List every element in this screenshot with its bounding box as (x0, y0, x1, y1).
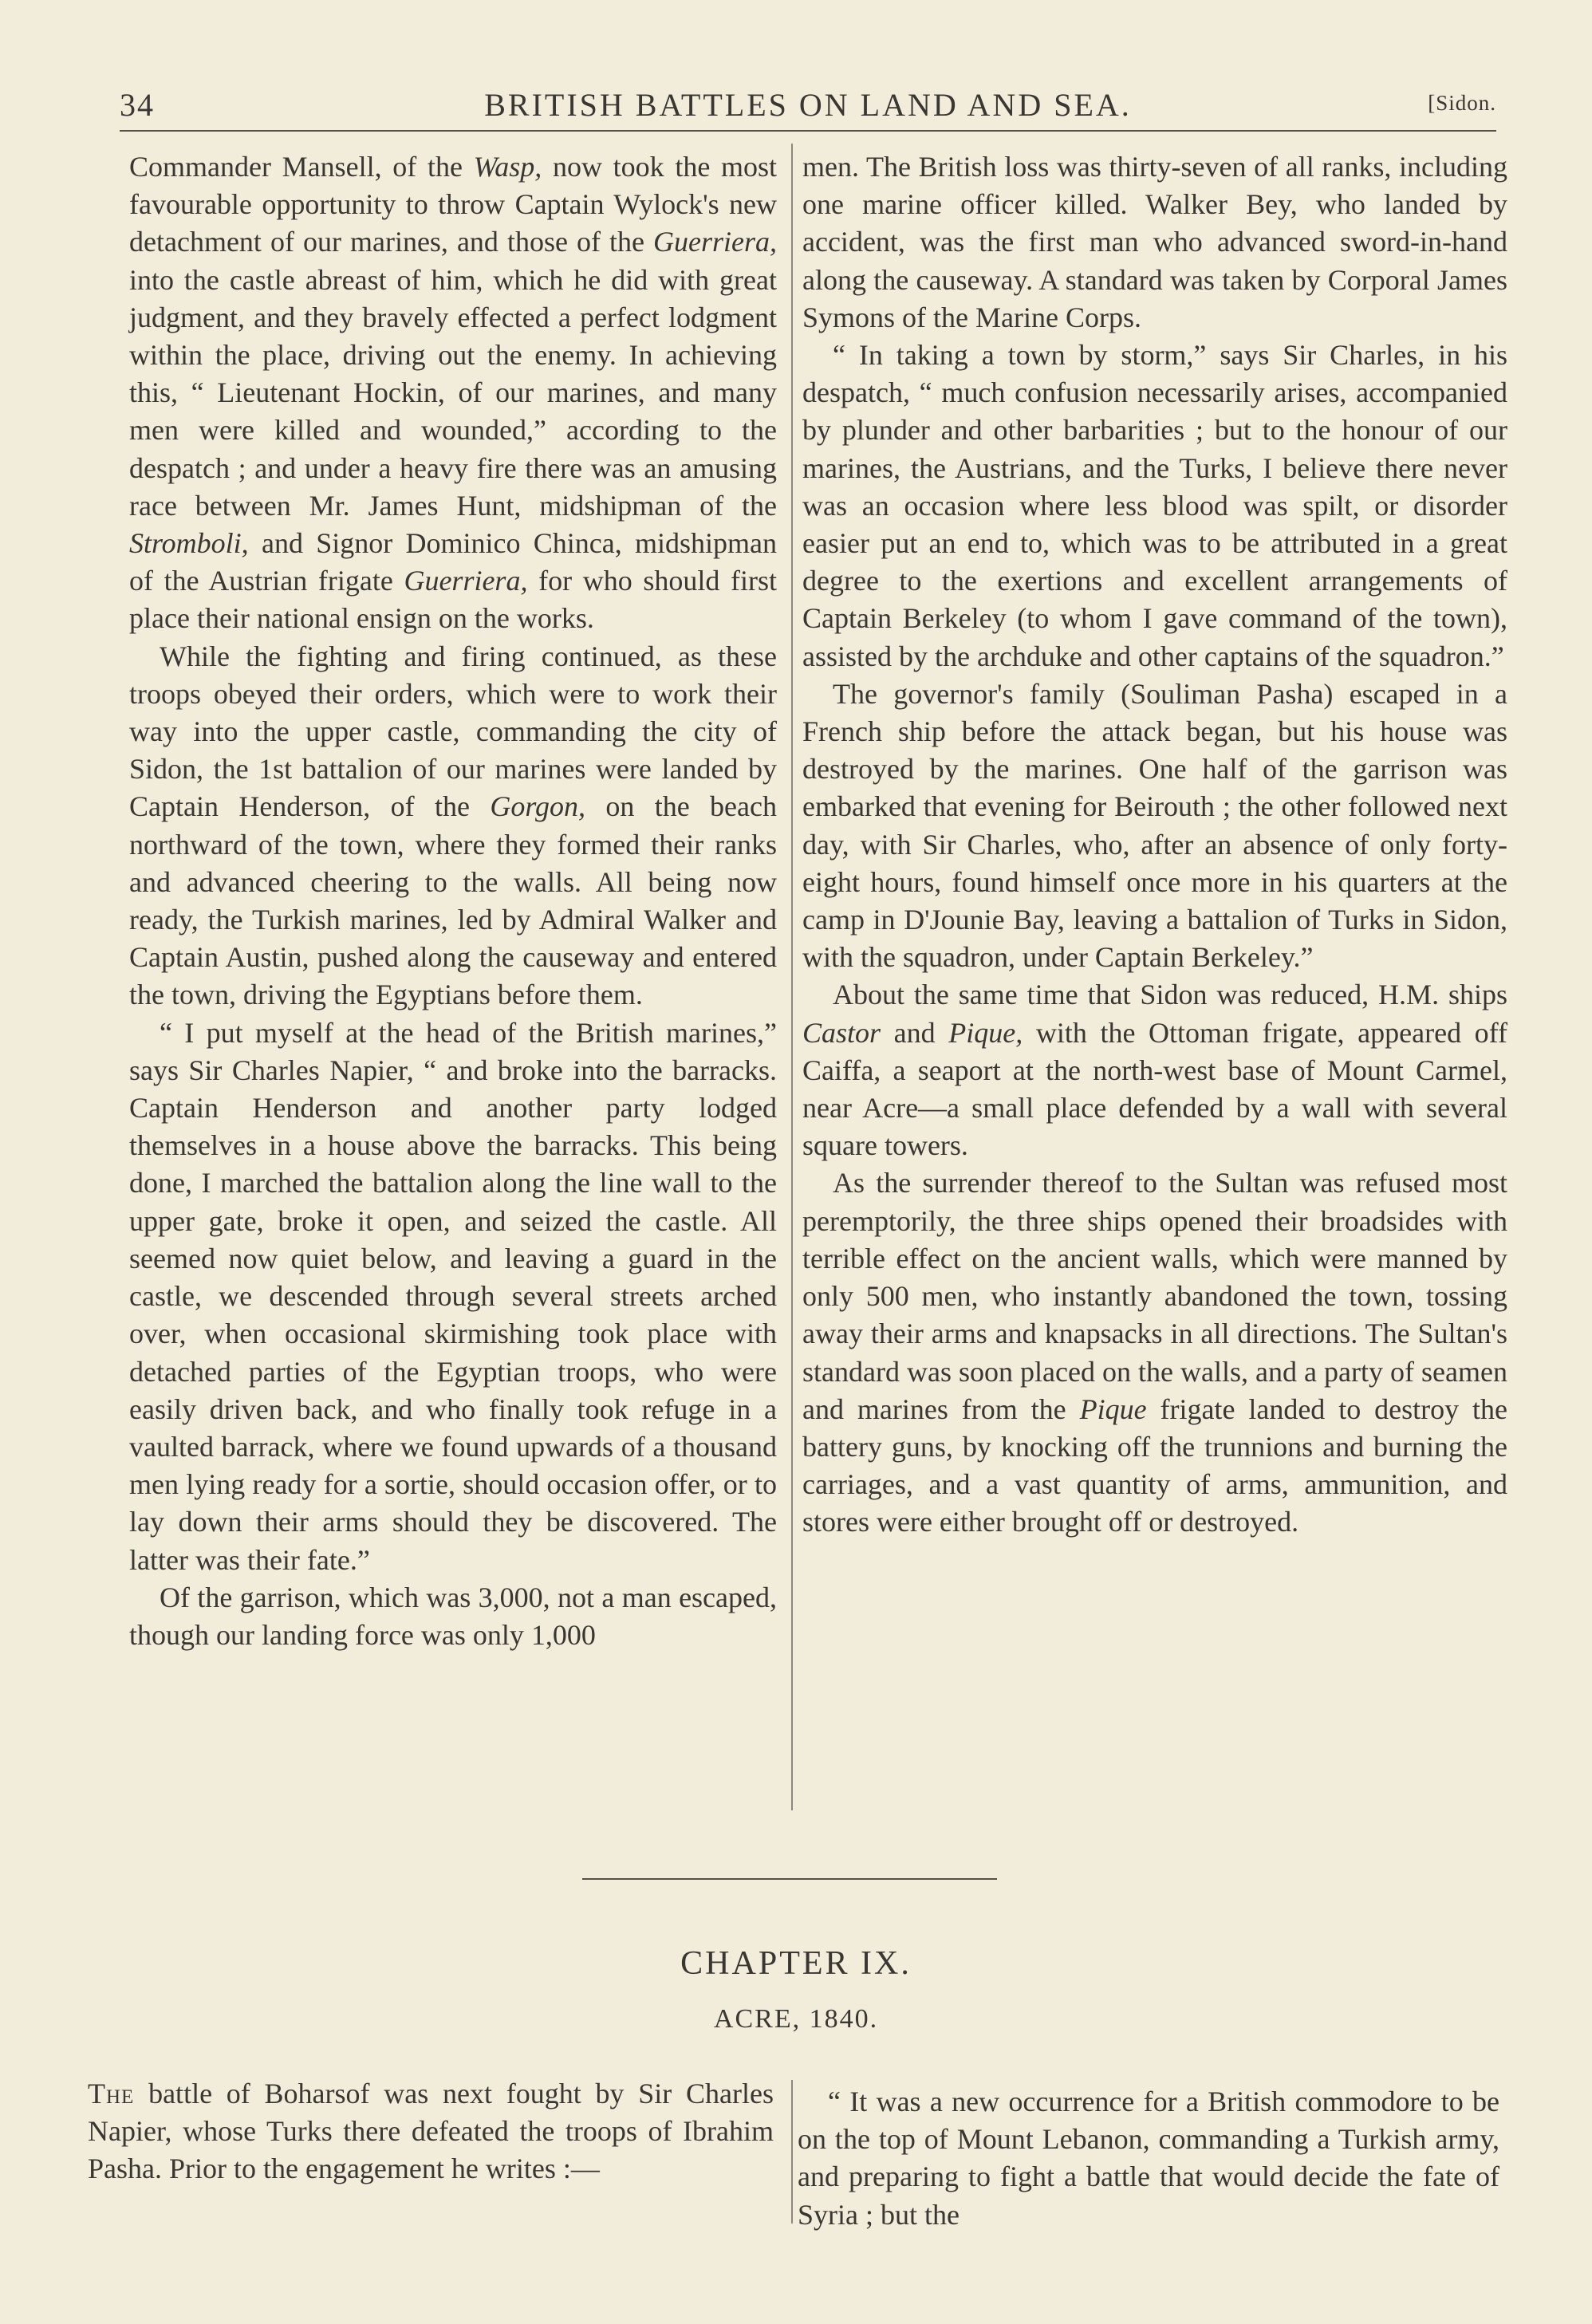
ship-name: Guerriera, (653, 226, 777, 258)
ship-name: Pique (1079, 1392, 1147, 1425)
chapter-title: CHAPTER IX. (680, 1945, 912, 1982)
left-column-top (129, 148, 777, 1654)
running-head (120, 86, 1496, 134)
left-column-bottom (88, 2075, 774, 2188)
paragraph: While the fighting and firing continued, as these troops obeyed their orders, which were to work their way into the upper castle, commanding the city of Sidon, the 1st battalion of our marines were landed by Captain Henderson, of the Gorgon, on the beach northward of the town, where they formed their ranks and advanced cheering to the walls. All being now ready, the Turkish marines, led by Admiral Walker and Captain Austin, pushed along the causeway and entered the town, driving the Egyptians before them. (129, 640, 777, 1011)
right-column-bottom (798, 2083, 1499, 2234)
ship-name: Gorgon, (490, 790, 585, 823)
chapter-subtitle: ACRE, 1840. (713, 2004, 879, 2034)
right-column-top (802, 148, 1507, 1542)
ship-name: Castor (802, 1016, 881, 1049)
paragraph: “ In taking a town by storm,” says Sir Charles, in his despatch, “ much confusion necessarily arises, accompanied by plunder and other barbarities ; but to the honour of our marines, the Austrians, and the Turks, I believe there never was an occasion where less blood was spilt, or disorder easier put an end to, which was to be attributed in a great degree to the exertions and excellent arrangements of Captain Berkeley (to whom I gave command of the town), assisted by the archduke and other captains of the squadron.” (802, 339, 1507, 672)
ship-name: Wasp, (473, 151, 542, 183)
section-rule (582, 1878, 997, 1880)
paragraph: As the surrender thereof to the Sultan was refused most peremptorily, the three ships opened their broadsides with terrible effect on the ancient walls, which were manned by only 500 men, who instantly abandoned the town, tossing away their arms and knapsacks in all directions. The Sultan's standard was soon placed on the walls, and a party of seamen and marines from the Pique frigate landed to destroy the battery guns, by knocking off the trunnions and burning the carriages, and a vast quantity of arms, ammunition, and stores were either brought off or destroyed. (802, 1167, 1508, 1538)
column-divider (791, 144, 793, 1810)
column-divider (791, 2080, 793, 2224)
paragraph: The governor's family (Souliman Pasha) escaped in a French ship before the attack began, but his house was destroyed by the marines. One half of the garrison was embarked that evening for Beirouth ; the other followed next day, with Sir Charles, who, after an absence of only forty-eight hours, found himself once more in his quarters at the camp in D'Jounie Bay, leaving a battalion of Turks in Sidon, with the squadron, under Captain Berkeley.” (802, 677, 1507, 974)
ship-name: Pique, (948, 1016, 1023, 1049)
paragraph: men. The British loss was thirty-seven of all ranks, including one marine officer killed. Walker Bey, who landed by accident, was the first man who advanced sword-in-hand along the causeway. A standard was taken by Corporal James Symons of the Marine Corps. (802, 151, 1507, 333)
paragraph: “ It was a new occurrence for a British commodore to be on the top of Mount Lebanon, commanding a Turkish army, and preparing to fight a battle that would decide the fate of Syria ; but the (798, 2086, 1499, 2231)
book-title: BRITISH BATTLES ON LAND AND SEA. (484, 87, 1132, 123)
header-rule (120, 130, 1496, 132)
paragraph: The battle of Boharsof was next fought by Sir Charles Napier, whose Turks there defeated the troops of Ibrahim Pasha. Prior to the engagement he writes :— (88, 2078, 774, 2185)
paragraph: Commander Mansell, of the Wasp, now took the most favourable opportunity to throw Captain Wylock's new detachment of our marines, and those of the Guerriera, into the castle abreast of him, which he did with great judgment, and they bravely effected a perfect lodgment within the place, driving out the enemy. In achieving this, “ Lieutenant Hockin, of our marines, and many men were killed and wounded,” according to the despatch ; and under a heavy fire there was an amusing race between Mr. James Hunt, midshipman of the Stromboli, and Signor Dominico Chinca, midshipman of the Austrian frigate Guerriera, for who should first place their national ensign on the works. (129, 151, 777, 635)
opening-word: The (88, 2078, 135, 2109)
paragraph: Of the garrison, which was 3,000, not a man escaped, though our landing force was only 1,000 (129, 1581, 777, 1651)
paragraph: “ I put myself at the head of the British marines,” says Sir Charles Napier, “ and broke into the barracks. Captain Henderson and another party lodged themselves in a house above the barracks. This being done, I marched the battalion along the line wall to the upper gate, broke it open, and seized the castle. All seemed now quiet below, and leaving a guard in the castle, we descended through several streets arched over, when occasional skirmishing took place with detached parties of the Egyptian troops, who were easily driven back, and who finally took refuge in a vaulted barrack, where we found upwards of a thousand men lying ready for a sortie, should occasion offer, or to lay down their arms should they be discovered. The latter was their fate.” (129, 1016, 777, 1576)
section-tag: [Sidon. (1428, 91, 1496, 115)
paragraph: About the same time that Sidon was reduced, H.M. ships Castor and Pique, with the Ottoman frigate, appeared off Caiffa, a seaport at the north-west base of Mount Carmel, near Acre—a small place defended by a wall with several square towers. (802, 979, 1507, 1162)
ship-name: Stromboli, (129, 527, 249, 560)
page-number: 34 (120, 87, 155, 123)
ship-name: Guerriera, (404, 565, 528, 597)
